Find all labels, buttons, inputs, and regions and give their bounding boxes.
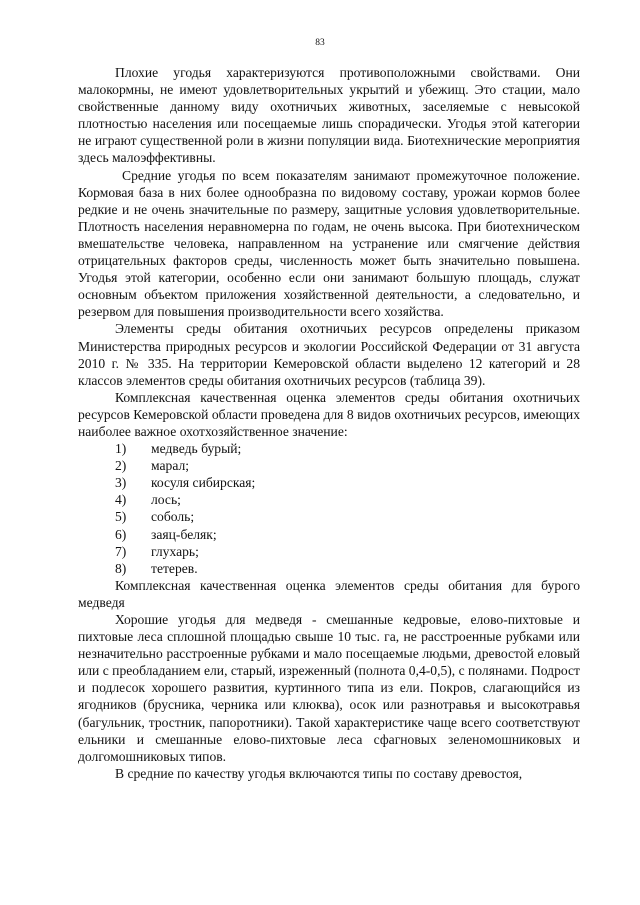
list-item: 8) тетерев. [115, 560, 198, 576]
list-item: 2) марал; [115, 458, 190, 474]
species-list [78, 440, 580, 577]
paragraph-bear-good-lands: Хорошие угодья для медведя - смешанные кедровые, елово-пихтовые и пихтовые леса сплошной площадью свыше 10 тыс. га, не расстроенные рубками или незначительно расстроенные рубками и мало посещаемые людьми, древостой еловый или с преобладанием ели, старый, изреженный (полнота 0,4-0,5), с полянами. Подрост и подлесок хорошего развития, куртинного типа из ели. Покров, слагающийся из ягодников (брусника, черника или клюква), осок или разнотравья и высокотравья (багульник, тростник, папоротники). Такой характеристике чаще всего соответствуют ельники и смешанные елово-пихтовые леса сфагновых зеленомошниковых и долгомошниковых типов. [78, 612, 580, 764]
paragraph-poor-lands: Плохие угодья характеризуются противоположными свойствами. Они малокормны, не имеют удовлетворительных укрытий и убежищ. Это стации, мало свойственные данному виду охотничьих животных, заселяемые с невысокой плотностью населения или посещаемые лишь спорадически. Угодья этой категории не играют существенной роли в жизни популяции вида. Биотехнические мероприятия здесь малоэффективны. [78, 65, 580, 166]
paragraph-bear-medium-lands: В средние по качеству угодья включаются типы по составу древостоя, [115, 765, 523, 781]
paragraph-assessment-intro: Комплексная качественная оценка элементов среды обитания охотничьих ресурсов Кемеровской области проведена для 8 видов охотничьих ресурсов, имеющих наиболее важное охотхозяйственное значение: [78, 389, 580, 439]
list-item: 5) соболь; [115, 509, 195, 525]
list-item: 3) косуля сибирская; [115, 475, 256, 491]
paragraph-bear-assessment-heading: Комплексная качественная оценка элементов среды обитания для бурого медведя [78, 577, 580, 610]
paragraph-habitat-elements: Элементы среды обитания охотничьих ресурсов определены приказом Министерства природных ресурсов и экологии Российской Федерации от 31 августа 2010 г. № 335. На территории Кемеровской области выделено 12 категорий и 28 классов элементов среды обитания охотничьих ресурсов (таблица 39). [78, 321, 580, 388]
list-item: 1) медведь бурый; [115, 441, 242, 457]
paragraph-medium-lands: Средние угодья по всем показателям занимают промежуточное положение. Кормовая база в них более однообразна по видовому составу, урожаи кормов более редкие и не очень значительные по размеру, защитные условия удовлетворительные. Плотность населения неравномерна по годам, не очень высока. При биотехническом вмешательстве человека, направленном на устранение или смягчение действия отрицательных факторов среды, численность может быть значительно повышена. Угодья этой категории, особенно если они занимают большую площадь, служат основным объектом приложения хозяйственной деятельности, а следовательно, и резервом для повышения производительности всего хозяйства. [78, 167, 580, 320]
list-item: 4) лось; [115, 492, 181, 508]
page-content [78, 64, 580, 782]
list-item: 6) заяц-беляк; [115, 526, 217, 542]
page-number: 83 [315, 38, 325, 48]
list-item: 7) глухарь; [115, 543, 199, 559]
